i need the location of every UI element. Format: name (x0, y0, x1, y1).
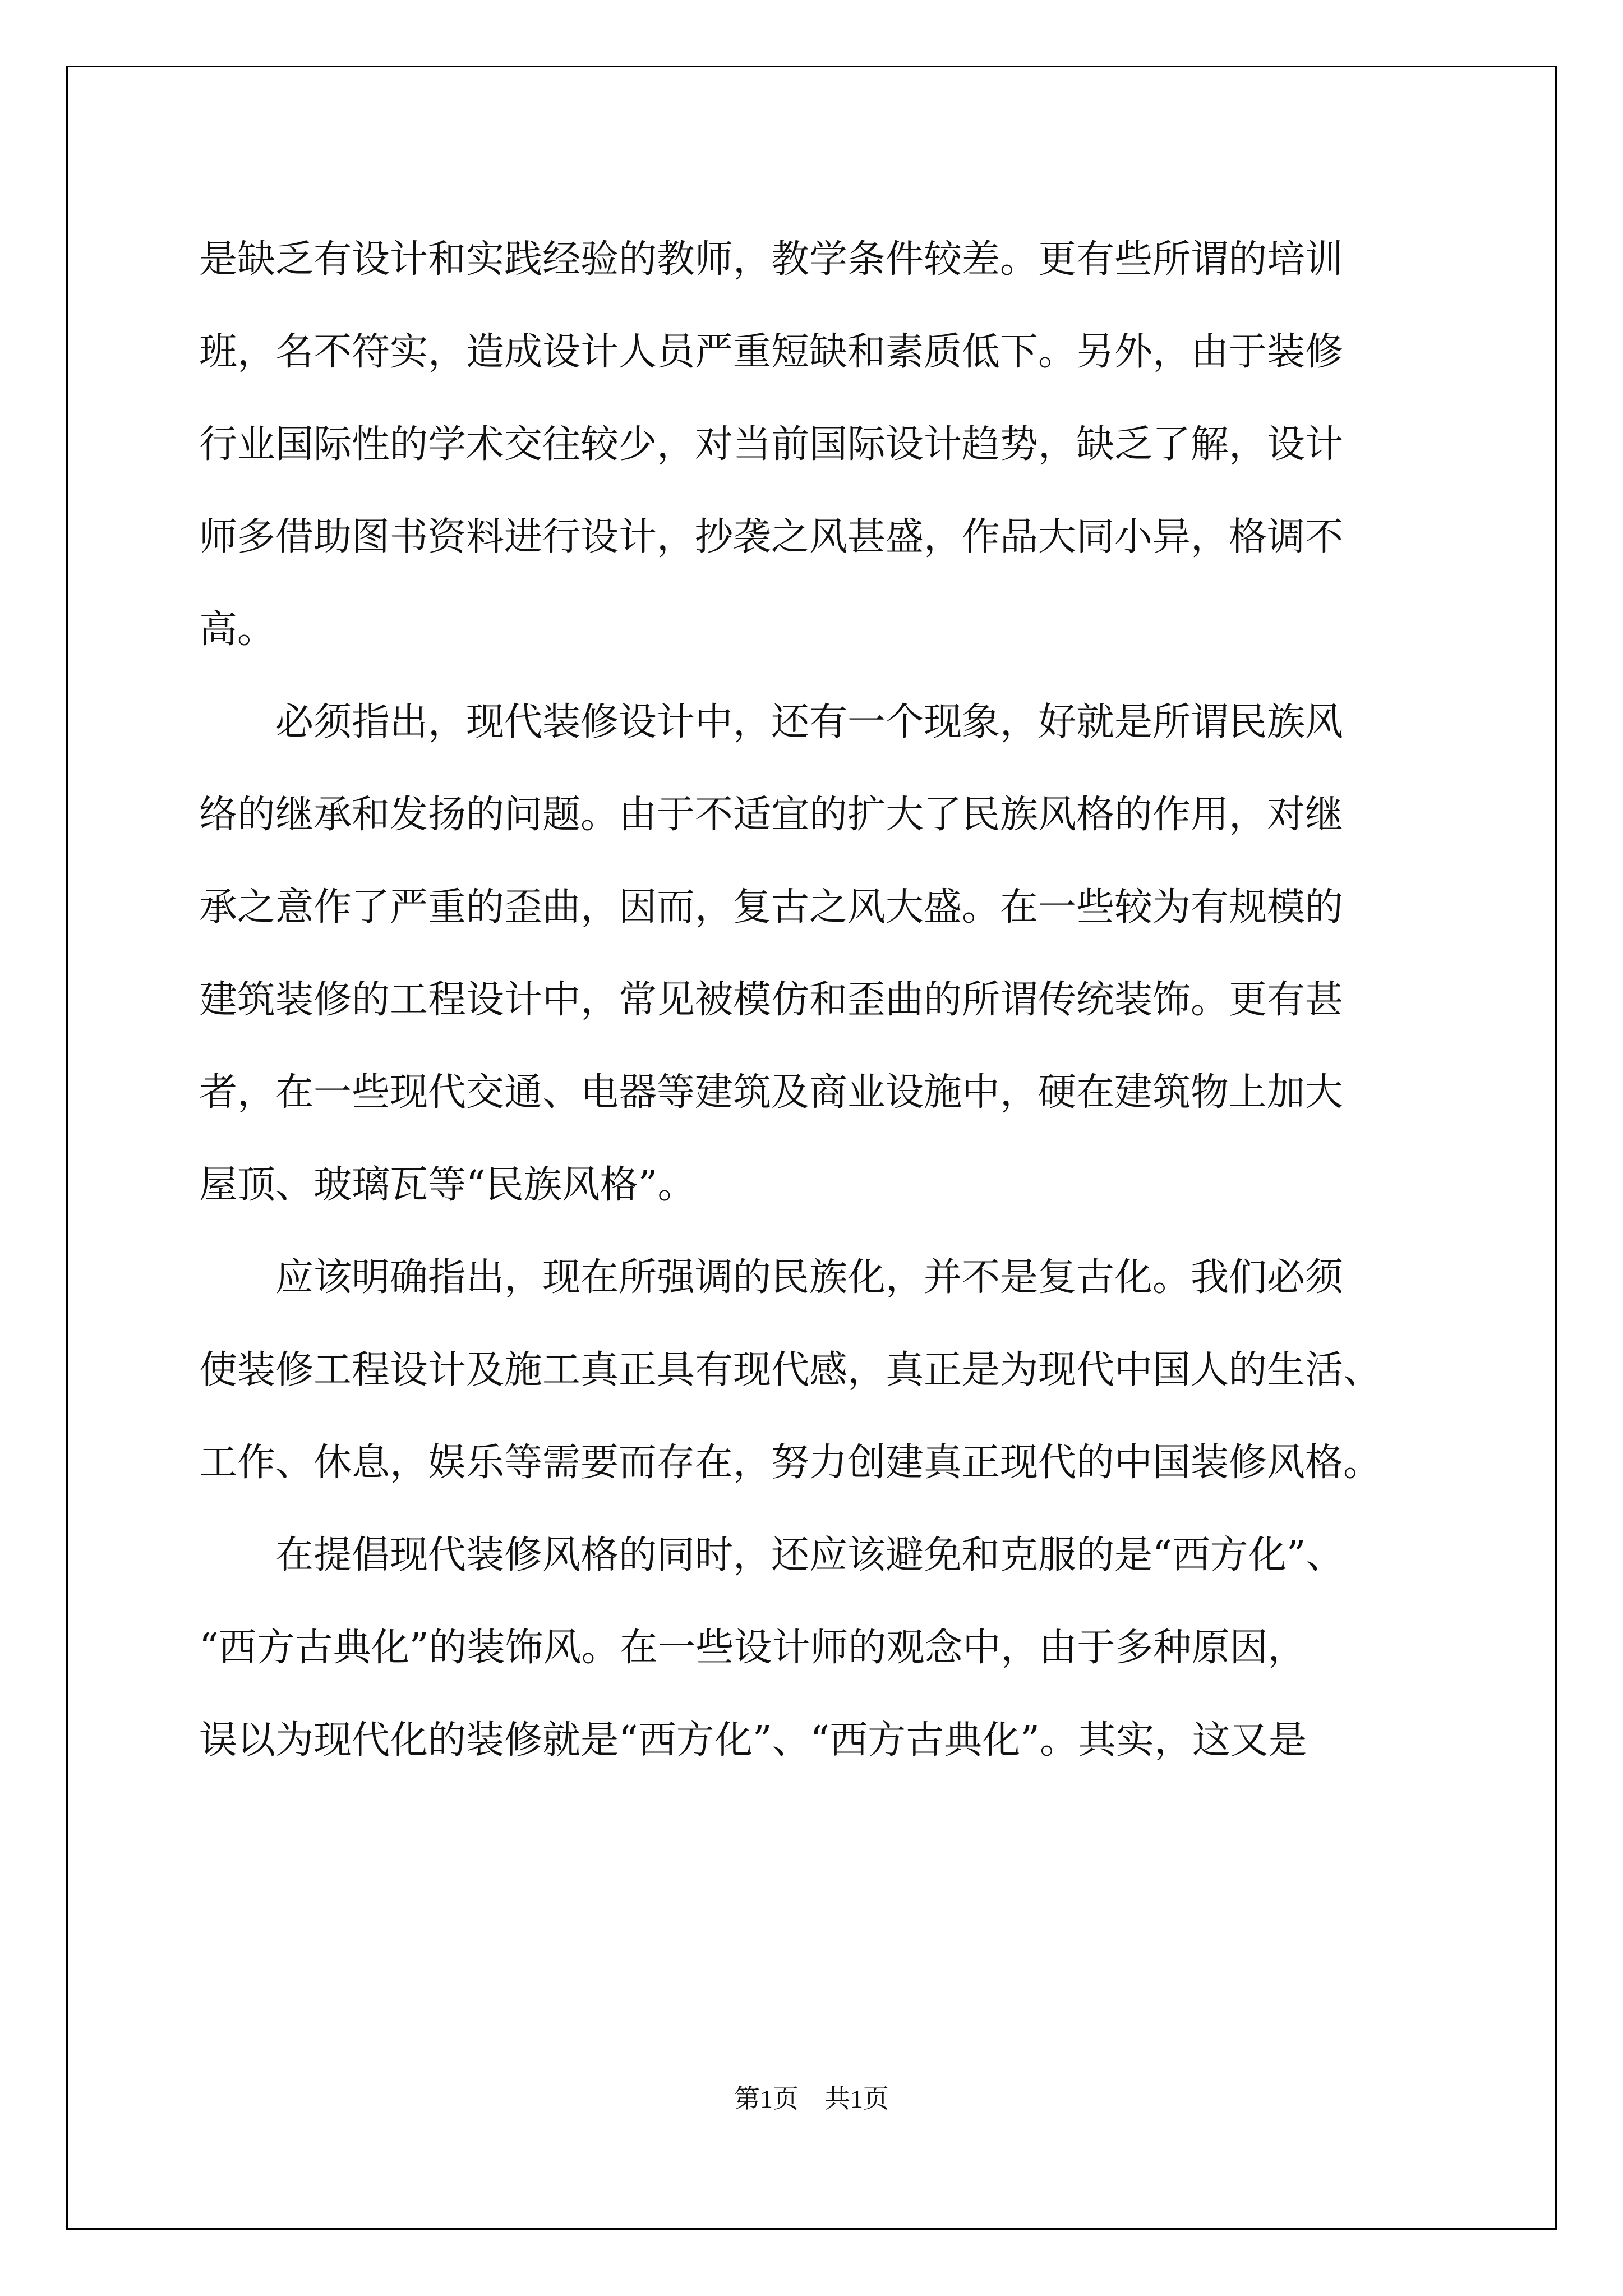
text-line: 者，在一些现代交通、电器等建筑及商业设施中，硬在建筑物上加大 (199, 1070, 1344, 1115)
page-number: 第1页 共1页 (734, 2085, 889, 2113)
text-line: 在提倡现代装修风格的同时，还应该避免和克服的是“西方化”、 (199, 1533, 1344, 1577)
text-line: 高。 (199, 608, 276, 652)
text-line: 建筑装修的工程设计中，常见被模仿和歪曲的所谓传统装饰。更有甚 (199, 978, 1344, 1022)
text-line: 误以为现代化的装修就是“西方化”、“西方古典化”。其实，这又是 (199, 1718, 1307, 1763)
paragraph (199, 1231, 1444, 1509)
text-line: 承之意作了严重的歪曲，因而，复古之风大盛。在一些较为有规模的 (199, 885, 1344, 930)
text-line: 应该明确指出，现在所强调的民族化，并不是复古化。我们必须 (199, 1255, 1344, 1300)
text-line: 行业国际性的学术交往较少，对当前国际设计趋势，缺乏了解，设计 (199, 422, 1344, 467)
text-line: 使装修工程设计及施工真正具有现代感，真正是为现代中国人的生活、 (199, 1348, 1382, 1392)
document-body (199, 213, 1444, 1787)
text-line: 工作、休息，娱乐等需要而存在，努力创建真正现代的中国装修风格。 (199, 1441, 1382, 1485)
paragraph (199, 676, 1444, 1231)
text-line: 是缺乏有设计和实践经验的教师，教学条件较差。更有些所谓的培训 (199, 237, 1344, 282)
paragraph (199, 1509, 1444, 1787)
text-line: 班，名不符实，造成设计人员严重短缺和素质低下。另外，由于装修 (199, 330, 1344, 374)
text-line: 必须指出，现代装修设计中，还有一个现象，好就是所谓民族风 (199, 700, 1344, 744)
text-line: 络的继承和发扬的问题。由于不适宜的扩大了民族风格的作用，对继 (199, 793, 1344, 837)
text-line: 师多借助图书资料进行设计，抄袭之风甚盛，作品大同小异，格调不 (199, 515, 1344, 559)
paragraph (199, 213, 1444, 676)
text-line: “西方古典化”的装饰风。在一些设计师的观念中，由于多种原因， (199, 1626, 1306, 1670)
text-line: 屋顶、玻璃瓦等“民族风格”。 (199, 1163, 696, 1207)
